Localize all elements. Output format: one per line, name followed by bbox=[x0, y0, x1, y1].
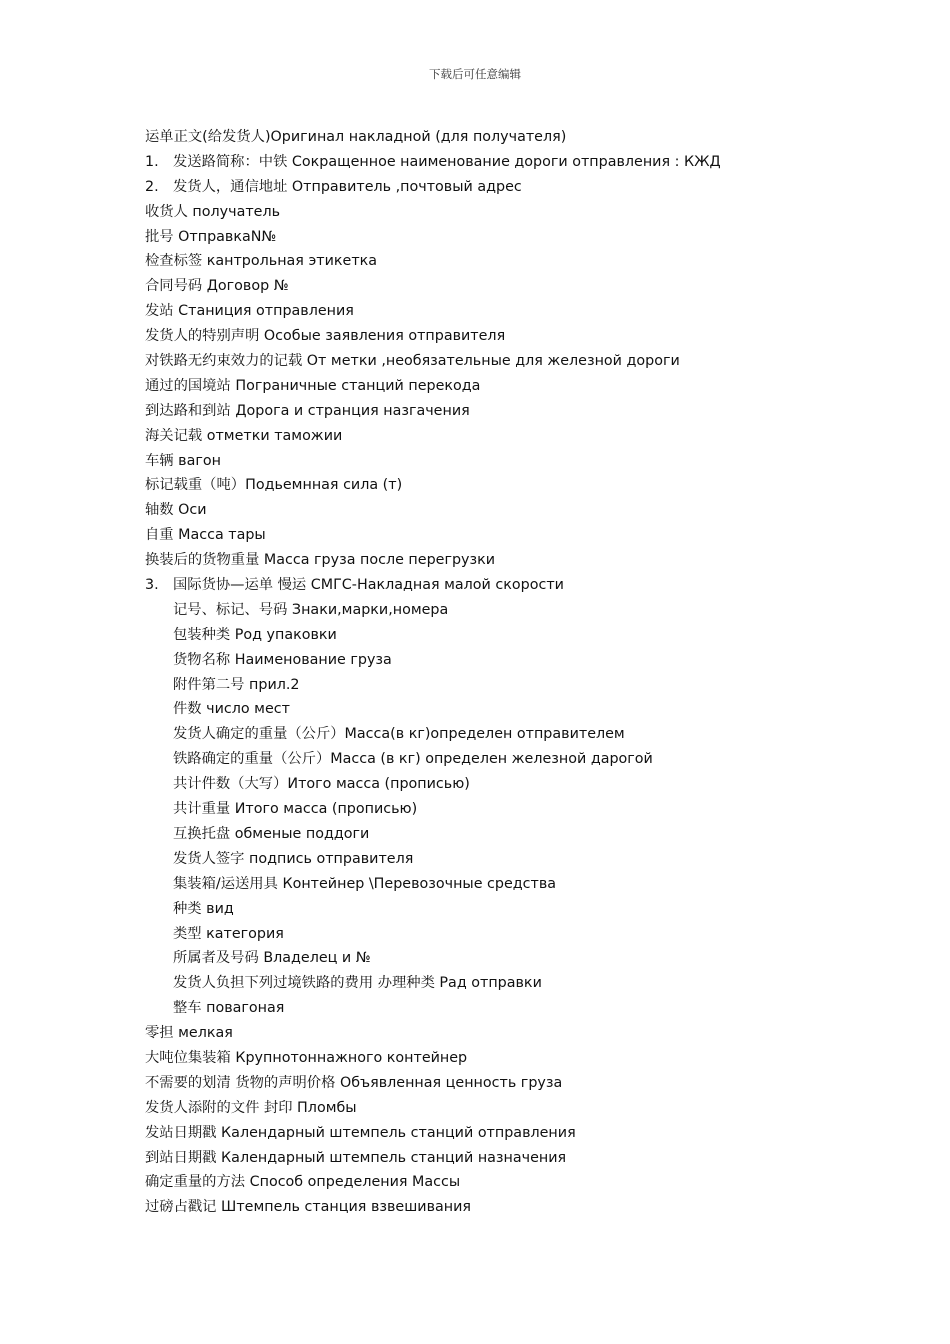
line-text: 铁路确定的重量（公斤）Масса (в кг) определен железной дарогой bbox=[173, 751, 653, 768]
document-line bbox=[145, 946, 865, 971]
line-text: 不需要的划清 货物的声明价格 Объявленная ценность груза bbox=[145, 1074, 563, 1091]
line-text: 共计重量 Итого масса (прописью) bbox=[173, 801, 418, 818]
line-text: 运单正文(给发货人)Оригинал накладной (для получателя) bbox=[145, 129, 567, 145]
line-text: 发货人负担下列过境铁路的费用 办理种类 Рад отправки bbox=[173, 975, 542, 992]
document-line bbox=[145, 125, 865, 150]
line-text: 集装箱/运送用具 Контейнер \Перевозочные средства bbox=[173, 875, 557, 892]
document-line bbox=[145, 225, 865, 250]
document-line bbox=[145, 1146, 865, 1171]
page-header: 下载后可任意编辑 bbox=[429, 67, 521, 81]
line-text: 确定重量的方法 Способ определения Массы bbox=[145, 1174, 461, 1191]
line-text: 所属者及号码 Владелец и № bbox=[173, 950, 371, 967]
line-text: 收货人 получатель bbox=[145, 203, 281, 220]
line-text: 发货人签字 подпись отправителя bbox=[173, 850, 414, 867]
list-number: 2. bbox=[145, 178, 159, 195]
document-line bbox=[145, 523, 865, 548]
document-line bbox=[145, 772, 865, 797]
document-line bbox=[145, 449, 865, 474]
line-text: 标记载重（吨）Подьемнная сила (т) bbox=[145, 477, 403, 494]
line-text: 零担 мелкая bbox=[145, 1025, 233, 1042]
document-line bbox=[145, 349, 865, 374]
document-line bbox=[145, 971, 865, 996]
document-line bbox=[145, 996, 865, 1021]
line-text: 种类 вид bbox=[173, 900, 234, 917]
document-line bbox=[145, 722, 865, 747]
document-line bbox=[145, 399, 865, 424]
document-line bbox=[145, 424, 865, 449]
line-text: 附件第二号 прил.2 bbox=[173, 676, 300, 693]
document-line bbox=[145, 249, 865, 274]
line-text: 自重 Масса тары bbox=[145, 527, 266, 544]
document-line bbox=[145, 673, 865, 698]
document-line bbox=[145, 598, 865, 623]
document-line bbox=[145, 872, 865, 897]
document-line bbox=[145, 648, 865, 673]
line-text: 包装种类 Род упаковки bbox=[173, 626, 337, 643]
document-line bbox=[145, 623, 865, 648]
document-line bbox=[145, 299, 865, 324]
document-line bbox=[145, 175, 865, 200]
document-line bbox=[145, 1170, 865, 1195]
line-text: 到站日期戳 Календарный штемпель станций назначения bbox=[145, 1149, 567, 1166]
document-line bbox=[145, 822, 865, 847]
document-line bbox=[145, 897, 865, 922]
document-line bbox=[145, 1071, 865, 1096]
document-line bbox=[145, 324, 865, 349]
line-text: 合同号码 Договор № bbox=[145, 278, 289, 295]
line-text: 发送路简称：中铁 Сокращенное наименование дороги отправления : КЖД bbox=[173, 153, 721, 170]
line-text: 批号 ОтправкаN№ bbox=[145, 228, 277, 245]
line-text: 发货人的特别声明 Особые заявления отправителя bbox=[145, 328, 506, 345]
document-line bbox=[145, 1195, 865, 1220]
document-line bbox=[145, 697, 865, 722]
line-text: 类型 категория bbox=[173, 925, 284, 942]
line-text: 大吨位集装箱 Крупнотоннажного контейнер bbox=[145, 1049, 468, 1066]
document-line bbox=[145, 1121, 865, 1146]
line-text: 海关记载 отметки таможии bbox=[145, 427, 343, 444]
line-text: 换装后的货物重量 Масса груза после перегрузки bbox=[145, 552, 496, 569]
line-text: 发站日期戳 Календарный штемпель станций отправления bbox=[145, 1124, 576, 1141]
line-text: 国际货协—运单 慢运 СМГС-Накладная малой скорости bbox=[173, 577, 564, 594]
document-line bbox=[145, 747, 865, 772]
line-text: 互换托盘 обменые поддоги bbox=[173, 825, 370, 842]
document-line bbox=[145, 847, 865, 872]
document-line bbox=[145, 498, 865, 523]
line-text: 轴数 Оси bbox=[145, 502, 207, 519]
line-text: 记号、标记、号码 Знаки,марки,номера bbox=[173, 601, 449, 618]
document-line bbox=[145, 922, 865, 947]
document-line bbox=[145, 548, 865, 573]
document-line bbox=[145, 374, 865, 399]
line-text: 对铁路无约束效力的记载 От метки ,необязательные для железной дороги bbox=[145, 353, 680, 370]
line-text: 件数 число мест bbox=[173, 701, 290, 718]
document-line bbox=[145, 274, 865, 299]
line-text: 共计件数（大写）Итого масса (прописью) bbox=[173, 776, 470, 793]
line-text: 货物名称 Наименование груза bbox=[173, 651, 392, 668]
document-line bbox=[145, 1021, 865, 1046]
list-number: 3. bbox=[145, 577, 159, 594]
line-text: 发货人，通信地址 Отправитель ,почтовый адрес bbox=[173, 178, 522, 195]
line-text: 发站 Станиция отправления bbox=[145, 303, 354, 320]
document-line bbox=[145, 1096, 865, 1121]
document-line bbox=[145, 473, 865, 498]
document-line bbox=[145, 1046, 865, 1071]
line-text: 发货人确定的重量（公斤）Масса(в кг)определен отправителем bbox=[173, 726, 625, 743]
line-text: 到达路和到站 Дорога и странция назгачения bbox=[145, 402, 470, 419]
document-body bbox=[145, 125, 865, 1220]
document-line bbox=[145, 797, 865, 822]
line-text: 车辆 вагон bbox=[145, 452, 221, 469]
line-text: 通过的国境站 Пограничные станций перекода bbox=[145, 377, 481, 394]
document-line bbox=[145, 200, 865, 225]
line-text: 发货人添附的文件 封印 Пломбы bbox=[145, 1099, 357, 1116]
document-line bbox=[145, 150, 865, 175]
line-text: 检查标签 кантрольная этикетка bbox=[145, 253, 378, 270]
line-text: 整车 повагоная bbox=[173, 1000, 285, 1017]
document-line bbox=[145, 573, 865, 598]
line-text: 过磅占戳记 Штемпель станция взвешивания bbox=[145, 1199, 471, 1216]
list-number: 1. bbox=[145, 153, 159, 170]
